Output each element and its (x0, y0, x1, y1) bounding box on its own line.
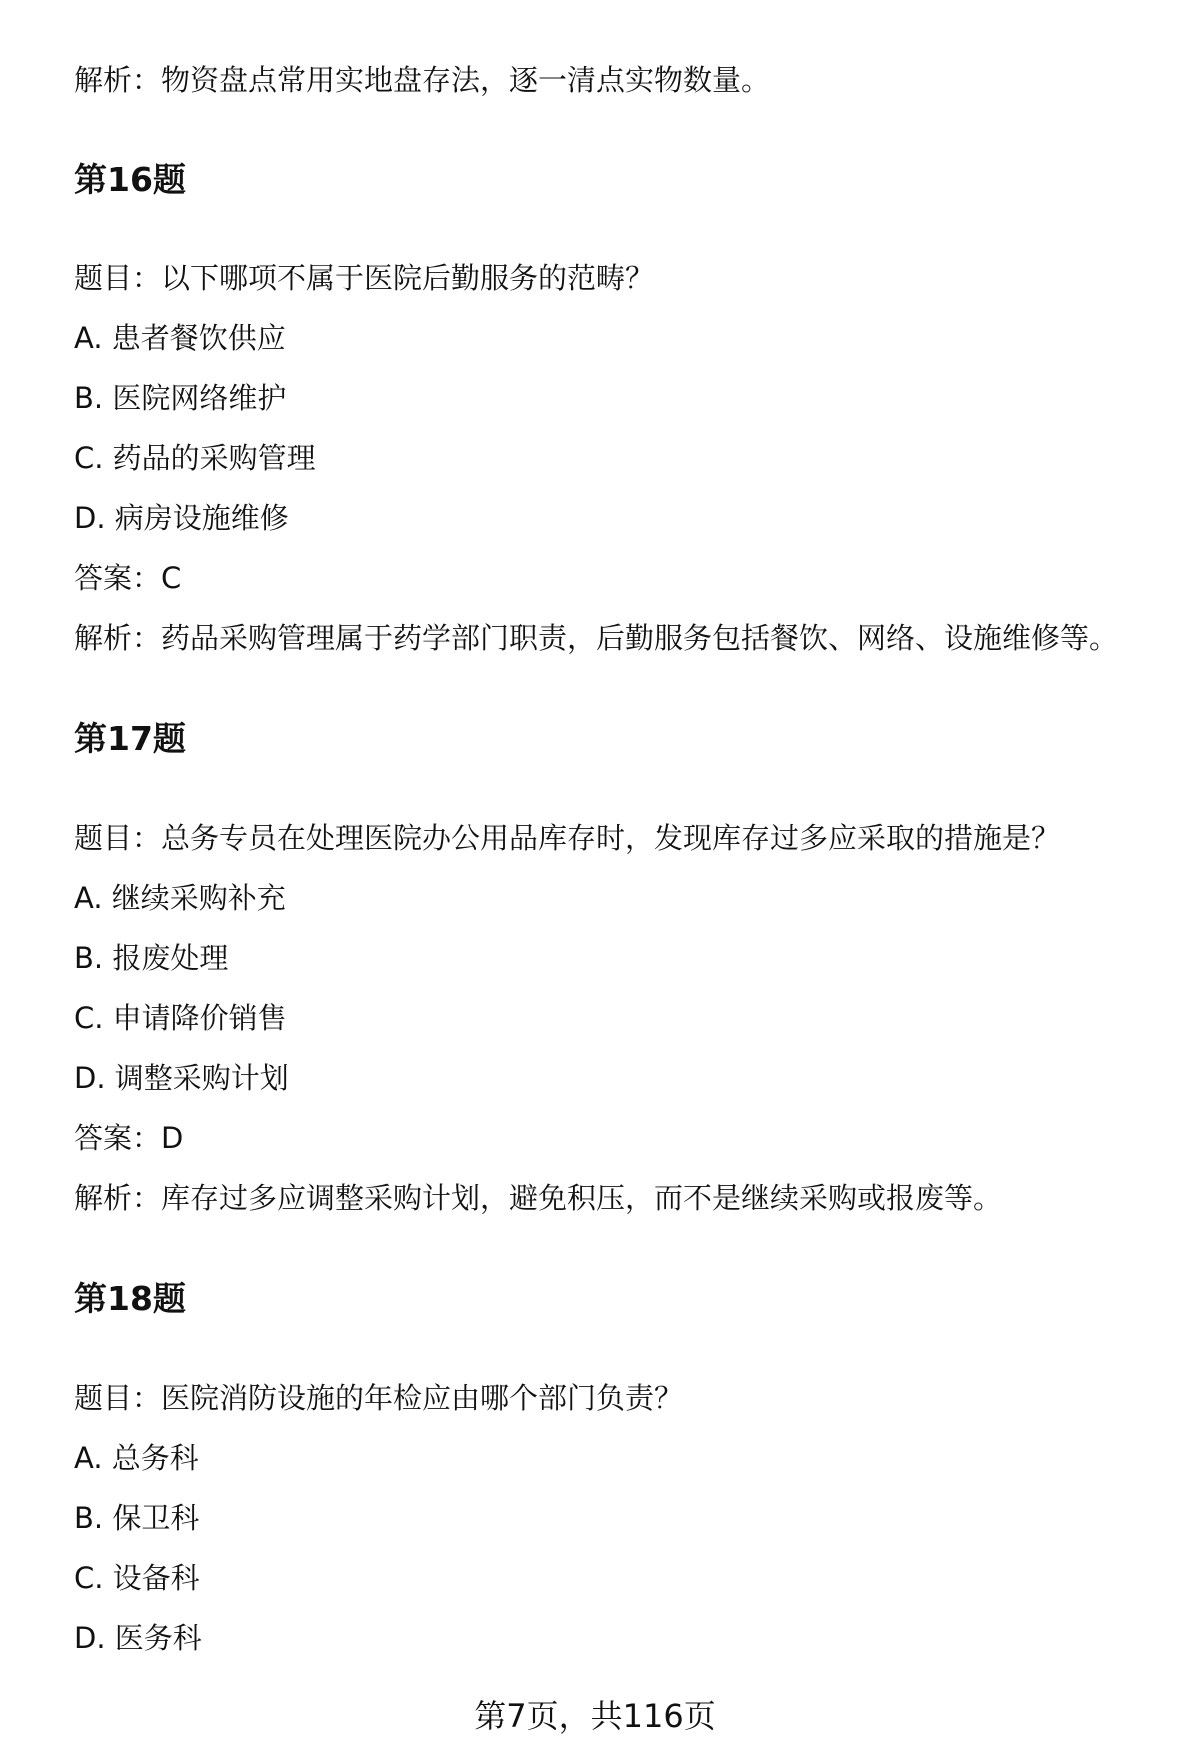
question-16-option-d: D. 病房设施维修 (74, 501, 289, 535)
question-18-option-b: B. 保卫科 (74, 1501, 200, 1535)
question-16-explanation: 解析：药品采购管理属于药学部门职责，后勤服务包括餐饮、网络、设施维修等。 (74, 621, 1119, 655)
page-number-footer: 第7页，共116页 (474, 1697, 716, 1735)
previous-explanation: 解析：物资盘点常用实地盘存法，逐一清点实物数量。 (74, 63, 771, 97)
question-16-option-c: C. 药品的采购管理 (74, 441, 316, 475)
question-16-text: 题目：以下哪项不属于医院后勤服务的范畴？ (74, 261, 655, 295)
question-17-option-c: C. 申请降价销售 (74, 1001, 287, 1035)
question-16-heading: 第16题 (74, 160, 186, 199)
question-16-option-a: A. 患者餐饮供应 (74, 321, 286, 355)
question-18-text: 题目：医院消防设施的年检应由哪个部门负责？ (74, 1381, 684, 1415)
question-16-option-b: B. 医院网络维护 (74, 381, 287, 415)
question-17-option-b: B. 报废处理 (74, 941, 229, 975)
question-18-option-c: C. 设备科 (74, 1561, 200, 1595)
question-17-option-d: D. 调整采购计划 (74, 1061, 289, 1095)
question-17-heading: 第17题 (74, 719, 186, 758)
question-18-option-d: D. 医务科 (74, 1621, 202, 1655)
question-17-answer: 答案：D (74, 1121, 184, 1155)
question-17-option-a: A. 继续采购补充 (74, 881, 286, 915)
question-18-option-a: A. 总务科 (74, 1441, 199, 1475)
question-18-heading: 第18题 (74, 1279, 186, 1318)
question-17-text: 题目：总务专员在处理医院办公用品库存时，发现库存过多应采取的措施是？ (74, 821, 1061, 855)
question-16-answer: 答案：C (74, 561, 182, 595)
question-17-explanation: 解析：库存过多应调整采购计划，避免积压，而不是继续采购或报废等。 (74, 1181, 1003, 1215)
